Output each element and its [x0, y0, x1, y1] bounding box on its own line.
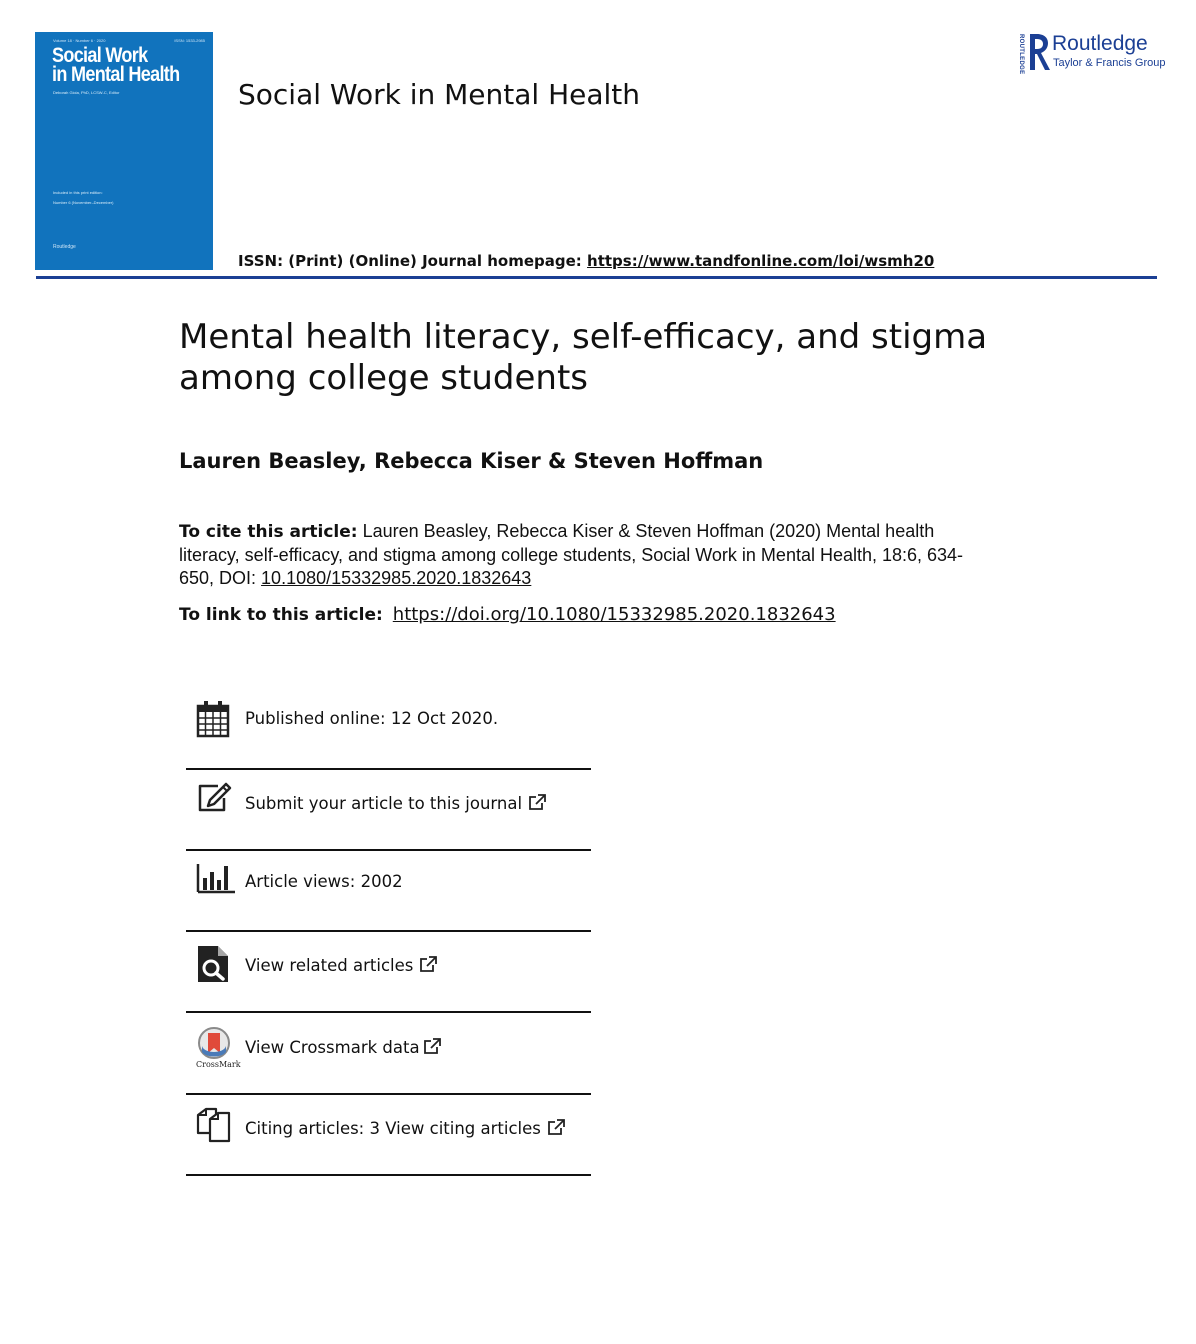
- external-link-icon: [419, 956, 437, 972]
- doi-link[interactable]: 10.1080/15332985.2020.1832643: [261, 568, 532, 588]
- related-articles-text: View related articles: [245, 956, 414, 975]
- citing-articles-text: Citing articles: 3 View citing articles: [245, 1119, 541, 1138]
- cite-text: Lauren Beasley, Rebecca Kiser & Steven Hoffman (2020) Mental health literacy, self-efficacy, and stigma among college students, Social Work in Mental Health, 18:6, 634-650, DOI:: [179, 521, 964, 588]
- logo-vertical-text: ROUTLEDGE: [1018, 34, 1024, 75]
- cover-issn: ISSN: 1533-2985: [174, 38, 205, 43]
- cover-title: Social Work in Mental Health: [52, 44, 180, 86]
- external-link-icon: [547, 1119, 565, 1135]
- routledge-logo: [1018, 32, 1168, 74]
- cover-number: Number 6 (November–December): [53, 200, 114, 205]
- published-online-item: [186, 698, 591, 742]
- published-online-text: Published online: 12 Oct 2020.: [245, 709, 499, 728]
- article-title: Mental health literacy, self-efficacy, and stigma among college students: [179, 317, 988, 398]
- submit-article-text: Submit your article to this journal: [245, 794, 523, 813]
- divider: [186, 849, 591, 851]
- external-link-icon: [423, 1038, 441, 1054]
- divider: [186, 1093, 591, 1095]
- citation: [179, 520, 979, 590]
- header-divider: [36, 276, 1157, 279]
- cover-publisher: Routledge: [53, 244, 76, 250]
- link-label: To link to this article:: [179, 605, 383, 625]
- submit-article-link[interactable]: [245, 794, 546, 813]
- calendar-icon: [196, 700, 230, 738]
- external-link-icon: [528, 794, 546, 810]
- routledge-r-icon: [1026, 32, 1050, 72]
- submit-article-item[interactable]: [186, 780, 591, 824]
- crossmark-item[interactable]: [186, 1024, 591, 1070]
- issn-line: [238, 252, 934, 270]
- crossmark-logo-text: CrossMark: [196, 1060, 241, 1069]
- article-views-item: [186, 862, 591, 902]
- citing-articles-link[interactable]: [245, 1119, 565, 1138]
- cover-volume: Volume 18 · Number 6 · 2020: [53, 38, 106, 43]
- article-authors: Lauren Beasley, Rebecca Kiser & Steven Hoffman: [179, 449, 764, 473]
- crossmark-logo: [194, 1026, 241, 1070]
- bar-chart-icon: [196, 862, 236, 894]
- crossmark-icon: [194, 1026, 234, 1060]
- citing-articles-item[interactable]: [186, 1105, 591, 1149]
- issn-text: ISSN: (Print) (Online) Journal homepage:: [238, 252, 588, 270]
- article-views-text: Article views: 2002: [245, 872, 403, 891]
- divider: [186, 1011, 591, 1013]
- related-articles-item[interactable]: [186, 942, 591, 986]
- crossmark-text: View Crossmark data: [245, 1038, 420, 1057]
- divider: [186, 1174, 591, 1176]
- logo-subtitle: Taylor & Francis Group: [1053, 57, 1166, 69]
- cover-included: Included in this print edition:: [53, 190, 103, 195]
- journal-homepage-link[interactable]: https://www.tandfonline.com/loi/wsmh20: [587, 252, 935, 270]
- related-articles-link[interactable]: [245, 956, 437, 975]
- copy-documents-icon: [196, 1107, 232, 1143]
- logo-name: Routledge: [1052, 32, 1148, 55]
- divider: [186, 930, 591, 932]
- journal-title: Social Work in Mental Health: [238, 78, 641, 111]
- divider: [186, 768, 591, 770]
- cover-editor: Deborah Gioia, PhD, LCSW-C, Editor: [53, 90, 120, 95]
- document-search-icon: [196, 944, 230, 982]
- article-doi-url[interactable]: https://doi.org/10.1080/15332985.2020.1832643: [392, 604, 836, 625]
- crossmark-link[interactable]: [245, 1038, 441, 1057]
- cite-label: To cite this article:: [179, 522, 358, 542]
- edit-icon: [196, 782, 232, 814]
- article-link-line: [179, 604, 836, 625]
- journal-cover: [35, 32, 213, 270]
